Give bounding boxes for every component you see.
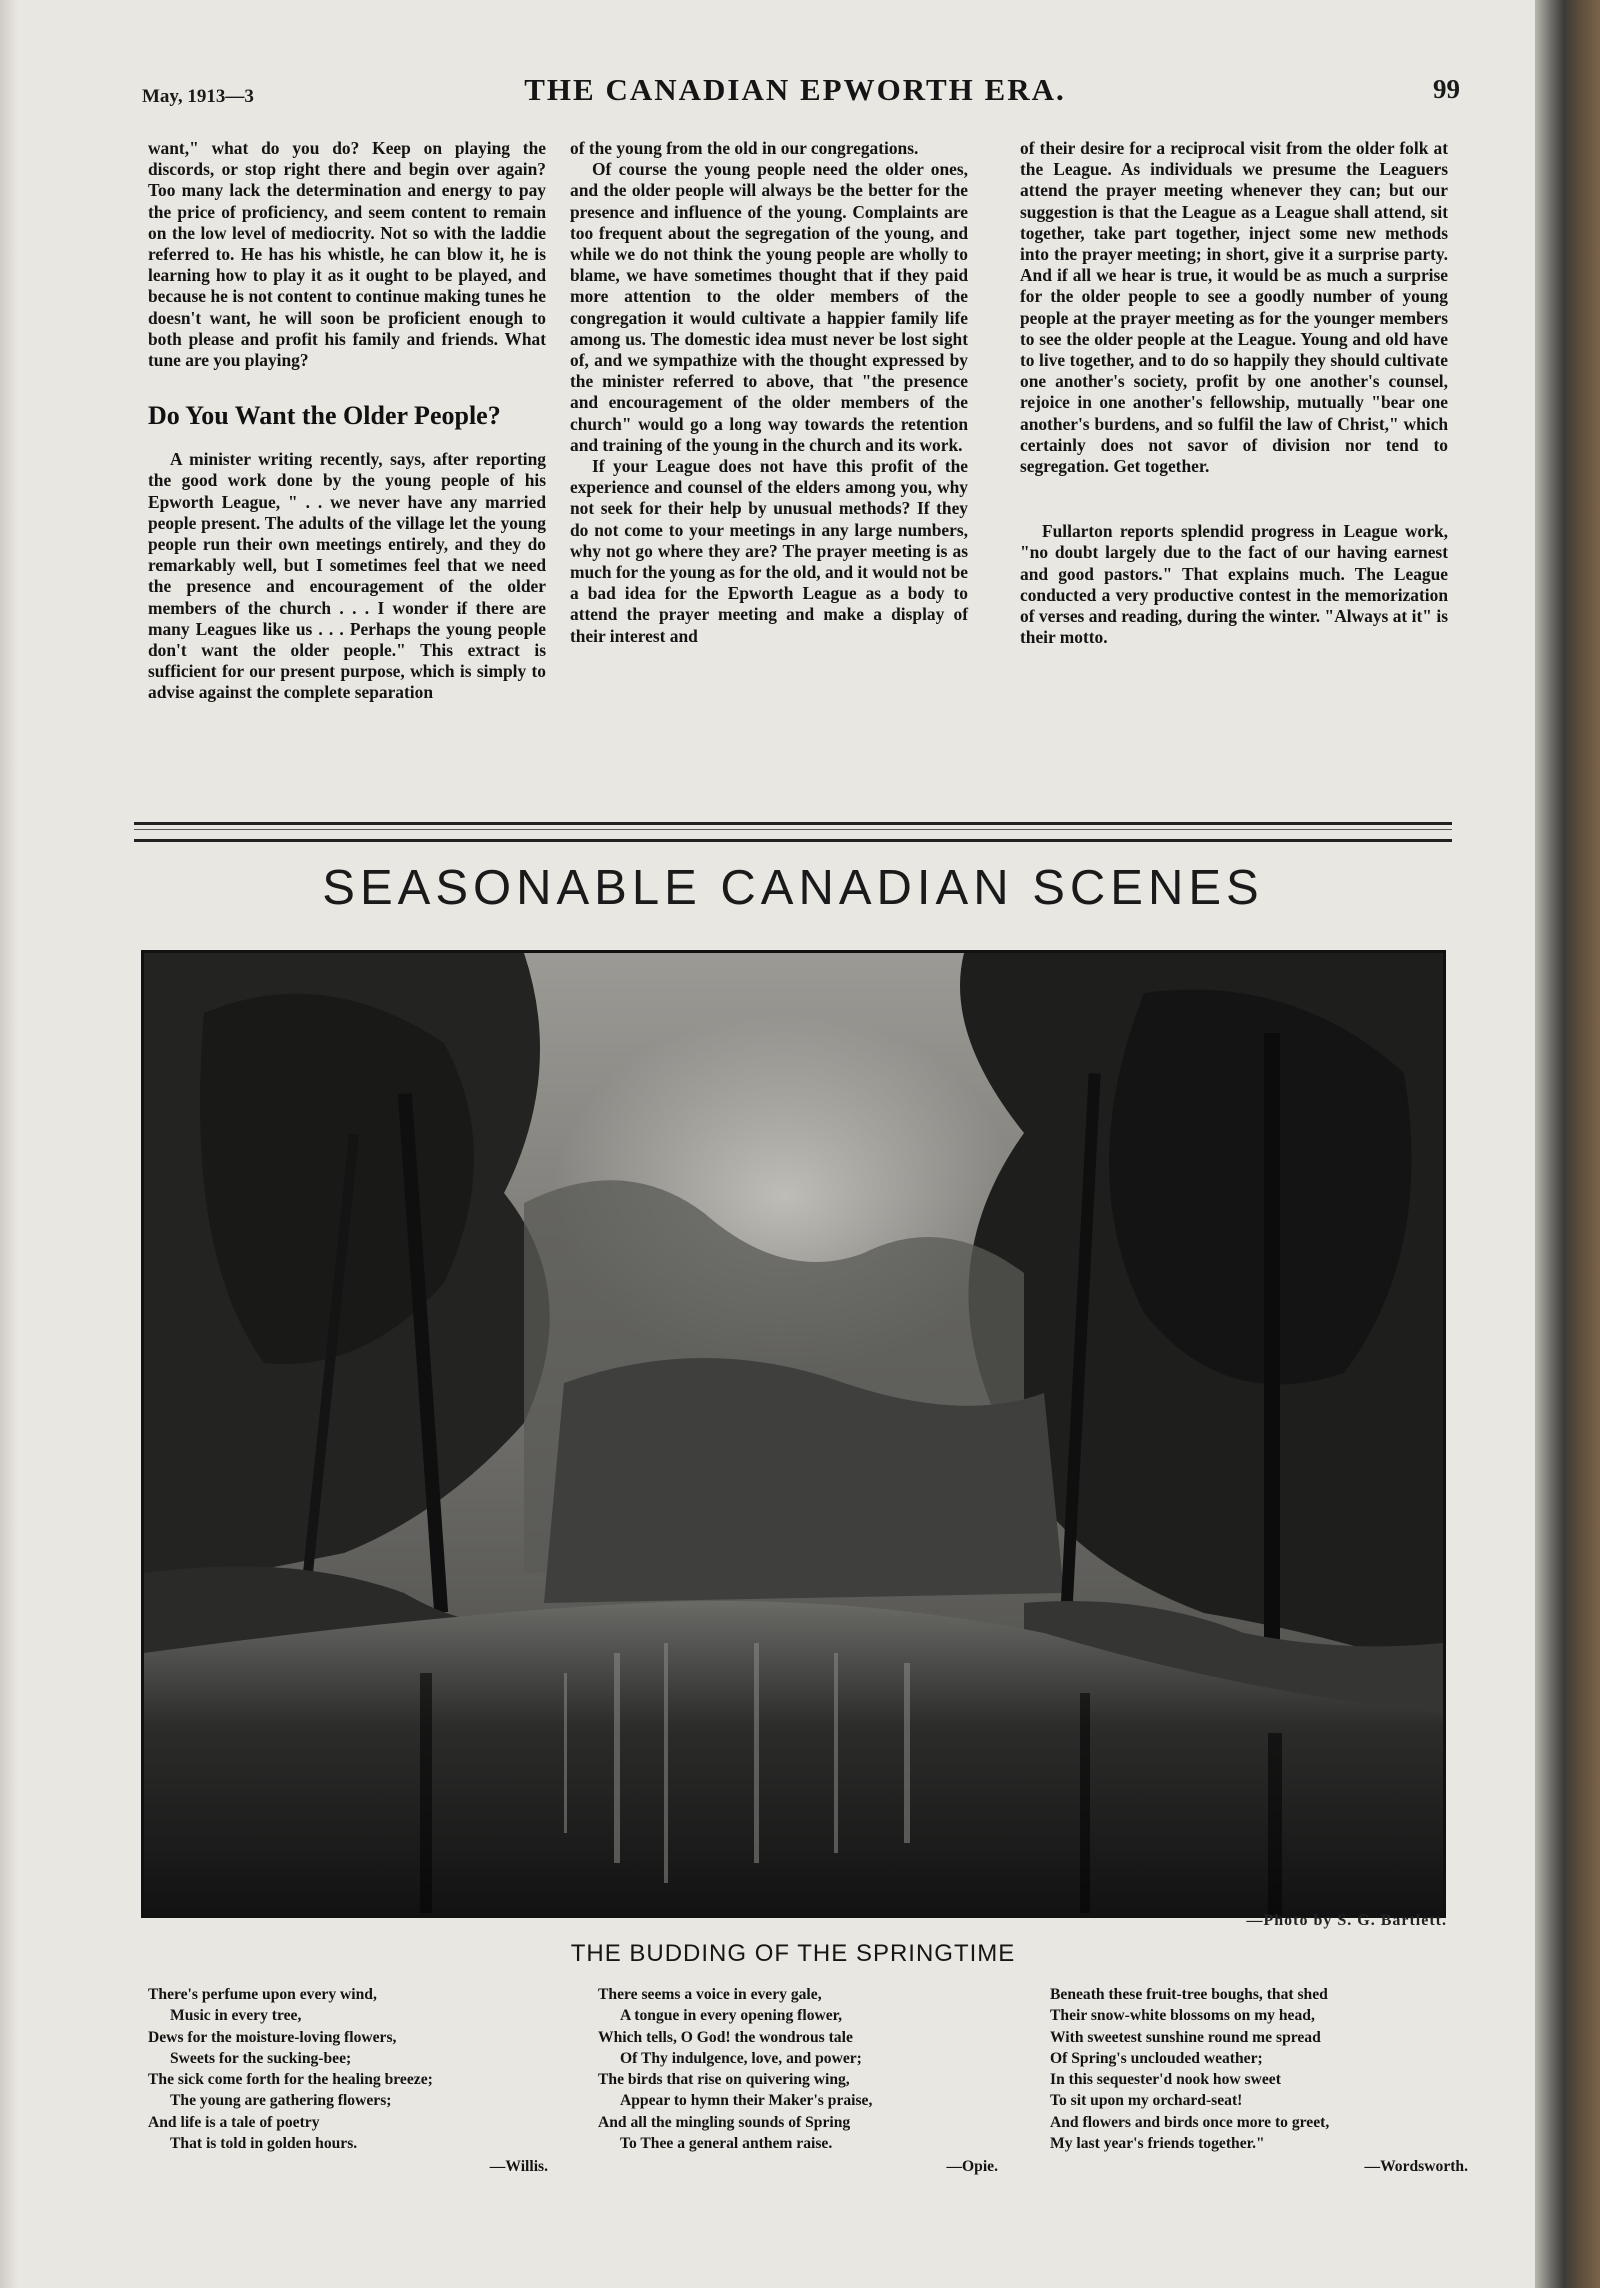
book-spine [1535,0,1600,2288]
verse-line: Music in every tree, [170,2007,302,2025]
column-2 [570,138,968,647]
verse-line: And life is a tale of poetry [148,2113,320,2131]
verse-line: Which tells, O God! the wondrous tale [598,2028,853,2046]
verse-line: Dews for the moisture-loving flowers, [148,2028,397,2046]
verse-line: With sweetest sunshine round me spread [1050,2028,1321,2046]
verse-author: —Willis. [489,2158,548,2176]
poem-title: THE BUDDING OF THE SPRINGTIME [570,1940,1016,1967]
verse-line: Of Spring's unclouded weather; [1050,2049,1263,2067]
verse-line: To Thee a general anthem raise. [620,2135,833,2153]
verse-line: The sick come forth for the healing breeze; [148,2071,433,2089]
verse-line: Appear to hymn their Maker's praise, [620,2092,873,2110]
paragraph: of the young from the old in our congregations. [570,138,919,158]
verse-line: Of Thy indulgence, love, and power; [620,2049,862,2067]
verse-line: There seems a voice in every gale, [598,1986,822,2003]
double-rule-divider [134,822,1452,842]
column-1 [148,138,546,704]
photo-credit: —Photo by S. G. Bartlett. [1246,1912,1447,1929]
column-3 [1020,138,1448,648]
verse-line: My last year's friends together." [1050,2135,1265,2153]
section-title: SEASONABLE CANADIAN SCENES [322,861,1264,915]
verse-line: And all the mingling sounds of Spring [598,2113,851,2131]
verse-line: That is told in golden hours. [170,2135,358,2153]
paragraph: A minister writing recently, says, after reporting the good work done by the young people of his Epworth League, " . . we never have any married people present. The adults of the village let the young people run their own meetings entirely, and they do remarkably well, but I sometimes feel that we need the presence and encouragement of the older members of the church . . . I wonder if there are many Leagues like us . . . Perhaps the young people don't want the older people." This extract is sufficient for our present purpose, which is simply to advise against the complete separation [148,449,546,703]
paragraph: Of course the young people need the older ones, and the older people will always be the better for the presence and influence of the young. Complaints are too frequent about the segregation of the young, and while we do not think the young people are wholly to blame, we have sometimes thought that if they paid more attention to the older members of the congregation it would cultivate a happier family life among us. The domestic idea must never be lost sight of, and we sympathize with the thought expressed by the minister referred to above, that "the presence and encouragement of the older members of the church" would go a long way towards the retention and training of the young in the church and its work. [570,159,968,455]
page-edge-shadow [0,0,18,2288]
paragraph: of their desire for a reciprocal visit from the older folk at the League. As individuals we presume the Leaguers attend the prayer meeting whenever they can; but our suggestion is that the League as a League shall attend, sit together, take part together, inject some new methods into the prayer meeting; in short, give it a surprise party. And if all we hear is true, it would be as much a surprise for the older people to see a goodly number of young people at the prayer meeting as for the younger members to see the older people at the League. Young and old have to live together, and to do so happily they should cultivate one another's society, profit by one another's counsel, rejoice in one another's fellowship, mutually "bear one another's burdens, and so fulfil the law of Christ," which certainly does not savor of division nor tend to segregation. Get together. [1020,138,1448,477]
page-number: 99 [1433,74,1460,104]
running-header [140,68,1460,118]
verse-line: To sit upon my orchard-seat! [1050,2092,1243,2110]
verse-opie [598,1984,998,2178]
verse-line: Their snow-white blossoms on my head, [1050,2007,1315,2025]
masthead: THE CANADIAN EPWORTH ERA. [524,72,1066,107]
paragraph: want," what do you do? Keep on playing the discords, or stop right there and begin over again? Too many lack the determination and energy to pay the price of proficiency, and seem content to remain on the low level of mediocrity. Not so with the laddie referred to. He has his whistle, he can blow it, he is learning how to play it as it ought to be played, and because he is not content to continue making tunes he doesn't want, he will soon be proficient enough to both please and profit his family and friends. What tune are you playing? [148,138,546,371]
verse-line: Sweets for the sucking-bee; [170,2049,352,2067]
news-note: Fullarton reports splendid progress in League work, "no doubt largely due to the fact of our having earnest and good pastors." That explains much. The League conducted a very productive contest in the memorization of verses and reading, during the winter. "Always at it" is their motto. [1020,521,1448,648]
article-heading: Do You Want the Older People? [148,401,501,431]
verse-author: —Wordsworth. [1364,2158,1468,2176]
verse-willis [148,1984,548,2178]
verse-line: The birds that rise on quivering wing, [598,2071,850,2089]
verse-wordsworth [1050,1984,1468,2178]
verse-line: The young are gathering flowers; [170,2092,392,2110]
verse-line: There's perfume upon every wind, [148,1986,377,2003]
verse-line: A tongue in every opening flower, [620,2007,843,2025]
verse-line: And flowers and birds once more to greet, [1050,2113,1330,2131]
verse-author: —Opie. [946,2158,998,2176]
river-photograph [141,950,1446,1918]
river-scene-image [144,953,1443,1915]
issue-date: May, 1913—3 [142,86,254,107]
verse-line: Beneath these fruit-tree boughs, that shed [1050,1986,1328,2003]
verse-line: In this sequester'd nook how sweet [1050,2071,1281,2089]
paragraph: If your League does not have this profit of the experience and counsel of the elders among you, why not seek for their help by unusual methods? If they do not come to your meetings in any large numbers, why not go where they are? The prayer meeting is as much for the young as for the old, and it would not be a bad idea for the Epworth League as a body to attend the prayer meeting and make a display of their interest and [570,456,968,646]
